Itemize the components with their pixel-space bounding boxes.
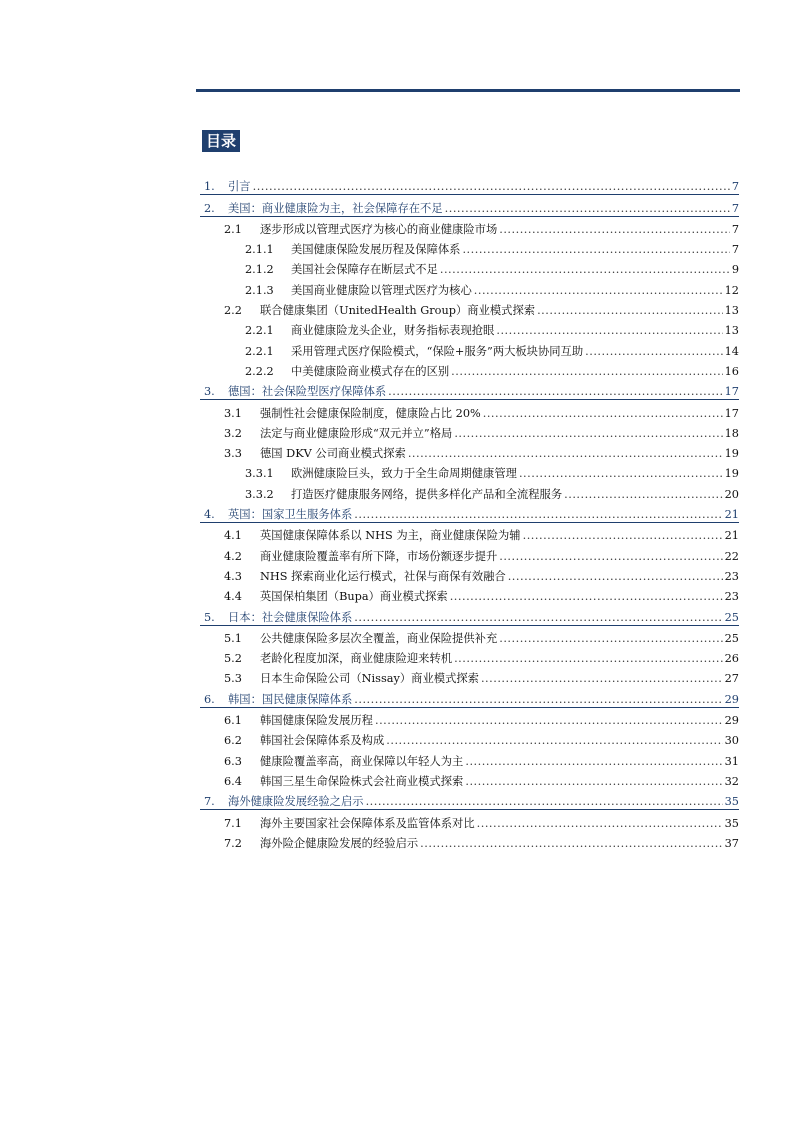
toc-entry-number: 7.2 [224,836,242,850]
toc-entry[interactable] [200,748,739,768]
toc-entry-label: 老龄化程度加深，商业健康险迎来转机 [260,652,453,666]
toc-entry-number: 7. [204,795,215,809]
toc-entry[interactable] [200,217,739,237]
toc-leader-dots [519,467,723,481]
toc-entry-number: 3.1 [224,406,242,420]
toc-entry-page: 7 [731,243,739,257]
toc-leader-dots [499,550,722,564]
toc-entry-number: 5.1 [224,631,242,645]
toc-entry-page: 21 [724,508,739,522]
toc-entry-label: 商业健康险覆盖率有所下降，市场份额逐步提升 [260,549,498,563]
toc-entry-page: 25 [724,631,739,645]
toc-entry[interactable] [200,564,739,584]
toc-entry-page: 32 [724,774,739,788]
toc-entry-label: 欧洲健康险巨头，致力于全生命周期健康管理 [291,467,517,481]
toc-leader-dots [499,223,730,237]
toc-entry-label: 美国健康保险发展历程及保障体系 [291,243,461,257]
toc-entry-number: 3. [204,385,215,399]
toc-entry-label: 逐步形成以管理式医疗为核心的商业健康险市场 [260,222,498,236]
toc-entry[interactable] [200,686,739,707]
toc-entry-number: 2.2.1 [245,324,274,338]
toc-entry[interactable] [200,666,739,686]
toc-leader-dots [388,385,722,399]
toc-entry-number: 2.2.1 [245,344,274,358]
toc-entry-page: 17 [724,385,739,399]
toc-leader-dots [354,693,722,707]
toc-entry-label: 商业健康险龙头企业，财务指标表现抢眼 [291,324,495,338]
toc-entry-label: 海外主要国家社会保障体系及监管体系对比 [260,816,475,830]
toc-entry[interactable] [200,728,739,748]
toc-entry[interactable] [200,481,739,501]
toc-entry-page: 18 [724,426,739,440]
toc-entry-number: 4.1 [224,529,242,543]
toc-entry-number: 6. [204,692,215,706]
toc-entry-number: 3.2 [224,426,242,440]
toc-leader-dots [477,817,723,831]
toc-entry-page: 9 [731,263,739,277]
toc-entry[interactable] [200,769,739,789]
toc-entry-label: 日本：社会健康保险体系 [228,610,353,624]
toc-leader-dots [508,570,723,584]
toc-entry-number: 2.1.2 [245,263,274,277]
toc-entry-page: 19 [724,447,739,461]
toc-entry-label: 引言 [228,180,251,194]
toc-entry[interactable] [200,604,739,625]
toc-entry[interactable] [200,195,739,216]
toc-leader-dots [465,775,722,789]
toc-entry-number: 4.3 [224,569,242,583]
toc-entry-number: 2. [204,201,215,215]
toc-entry-label: 海外健康险发展经验之启示 [228,795,364,809]
toc-entry-page: 13 [724,304,739,318]
toc-entry[interactable] [200,277,739,297]
toc-leader-dots [496,324,722,338]
toc-entry-page: 23 [724,590,739,604]
toc-entry-page: 37 [724,836,739,850]
toc-entry-label: 美国：商业健康险为主，社会保障存在不足 [228,201,443,215]
toc-entry-page: 7 [731,222,739,236]
toc-entry[interactable] [200,237,739,257]
toc-entry-page: 25 [724,610,739,624]
toc-entry-number: 4.4 [224,590,242,604]
toc-entry[interactable] [200,523,739,543]
toc-entry-page: 29 [724,692,739,706]
toc-entry-page: 29 [724,714,739,728]
toc-entry[interactable] [200,421,739,441]
toc-entry-label: 德国：社会保险型医疗保障体系 [228,385,387,399]
toc-entry-label: 韩国：国民健康保障体系 [228,692,353,706]
toc-entry-page: 7 [731,201,739,215]
toc-entry-number: 1. [204,180,215,194]
toc-entry-page: 23 [724,569,739,583]
toc-entry-page: 21 [724,529,739,543]
toc-entry[interactable] [200,646,739,666]
toc-entry-label: 日本生命保险公司（Nissay）商业模式探索 [260,672,479,686]
toc-entry-number: 6.4 [224,774,242,788]
toc-leader-dots [451,365,722,379]
toc-entry-page: 16 [724,364,739,378]
toc-leader-dots [462,243,729,257]
toc-entry-label: 美国商业健康险以管理式医疗为核心 [291,283,472,297]
toc-entry[interactable] [200,441,739,461]
toc-entry-page: 17 [724,406,739,420]
toc-leader-dots [564,488,722,502]
toc-entry[interactable] [200,708,739,728]
toc-entry[interactable] [200,338,739,358]
toc-leader-dots [585,345,722,359]
toc-entry-number: 5.2 [224,652,242,666]
toc-leader-dots [499,632,722,646]
toc-entry-number: 2.2.2 [245,364,274,378]
toc-entry-label: 中美健康险商业模式存在的区别 [291,364,450,378]
toc-entry-number: 6.3 [224,754,242,768]
toc-entry-number: 5.3 [224,672,242,686]
toc-entry-label: 打造医疗健康服务网络，提供多样化产品和全流程服务 [291,487,563,501]
toc-entry-page: 35 [724,795,739,809]
toc-leader-dots [354,611,722,625]
toc-entry-number: 4. [204,508,215,522]
toc-leader-dots [474,284,723,298]
toc-entry[interactable] [200,810,739,830]
toc-entry-label: 英国：国家卫生服务体系 [228,508,353,522]
toc-entry[interactable] [200,461,739,481]
toc-entry-label: NHS 探索商业化运行模式，社保与商保有效融合 [260,569,506,583]
toc-leader-dots [481,672,723,686]
toc-leader-dots [454,427,722,441]
toc-entry[interactable] [200,584,739,604]
toc-leader-dots [445,202,730,216]
toc-leader-dots [253,180,730,194]
toc-entry[interactable] [200,502,739,523]
toc-entry[interactable] [200,626,739,646]
toc-leader-dots [366,795,723,809]
toc-entry-label: 采用管理式医疗保险模式，“保险+服务”两大板块协同互助 [291,344,584,358]
toc-entry-number: 7.1 [224,816,242,830]
toc-entry-label: 海外险企健康险发展的经验启示 [260,836,419,850]
toc-entry[interactable] [200,318,739,338]
toc-leader-dots [454,652,723,666]
toc-entry-number: 6.1 [224,714,242,728]
toc-entry-number: 2.1.3 [245,283,274,297]
toc-entry-number: 3.3 [224,447,242,461]
toc-entry-number: 3.3.2 [245,487,274,501]
toc-entry-page: 31 [724,754,739,768]
toc-leader-dots [465,755,722,769]
toc-entry-page: 26 [724,652,739,666]
toc-leader-dots [537,304,723,318]
toc-leader-dots [375,714,723,728]
toc-entry-label: 公共健康保险多层次全覆盖，商业保险提供补充 [260,631,498,645]
toc-entry[interactable] [200,359,739,379]
toc-entry-page: 22 [724,549,739,563]
toc-entry[interactable] [200,174,739,195]
toc-entry-number: 3.3.1 [245,467,274,481]
toc-entry-label: 德国 DKV 公司商业模式探索 [260,447,406,461]
toc-entry-label: 英国保柏集团（Bupa）商业模式探索 [260,590,448,604]
toc-entry-number: 2.1.1 [245,243,274,257]
toc-entry-page: 30 [724,734,739,748]
toc-title: 目录 [202,130,240,152]
toc-entry-page: 12 [724,283,739,297]
toc-leader-dots [483,407,723,421]
toc-entry-number: 2.1 [224,222,242,236]
toc-entry[interactable] [200,543,739,563]
toc-entry-page: 20 [724,487,739,501]
toc-entry-number: 2.2 [224,304,242,318]
toc-entry-page: 7 [731,180,739,194]
toc-entry-page: 27 [724,672,739,686]
toc-entry-label: 健康险覆盖率高，商业保障以年轻人为主 [260,754,464,768]
toc-entry[interactable] [200,298,739,318]
toc-entry-number: 6.2 [224,734,242,748]
toc-entry-label: 韩国三星生命保险株式会社商业模式探索 [260,774,464,788]
toc-leader-dots [354,508,722,522]
toc-leader-dots [420,837,722,851]
toc-entry[interactable] [200,257,739,277]
toc-entry[interactable] [200,789,739,810]
toc-entry-label: 联合健康集团（UnitedHealth Group）商业模式探索 [260,304,536,318]
toc-entry-label: 韩国健康保险发展历程 [260,714,373,728]
toc-leader-dots [523,529,723,543]
toc-entry-number: 4.2 [224,549,242,563]
toc-leader-dots [386,734,722,748]
toc-leader-dots [440,263,730,277]
toc-entry-page: 14 [724,344,739,358]
toc-entry[interactable] [200,400,739,420]
toc-entry[interactable] [200,379,739,400]
toc-entry-number: 5. [204,610,215,624]
toc-entry-page: 19 [724,467,739,481]
table-of-contents [200,174,739,851]
toc-entry-label: 英国健康保障体系以 NHS 为主，商业健康保险为辅 [260,529,521,543]
header-rule [196,89,740,92]
toc-entry-label: 强制性社会健康保险制度，健康险占比 20% [260,406,481,420]
toc-entry-page: 13 [724,324,739,338]
toc-leader-dots [408,447,723,461]
toc-entry-label: 美国社会保障存在断层式不足 [291,263,438,277]
toc-entry-page: 35 [724,816,739,830]
toc-entry[interactable] [200,831,739,851]
toc-entry-label: 法定与商业健康险形成“双元并立”格局 [260,426,453,440]
toc-entry-label: 韩国社会保障体系及构成 [260,734,385,748]
toc-leader-dots [450,590,723,604]
